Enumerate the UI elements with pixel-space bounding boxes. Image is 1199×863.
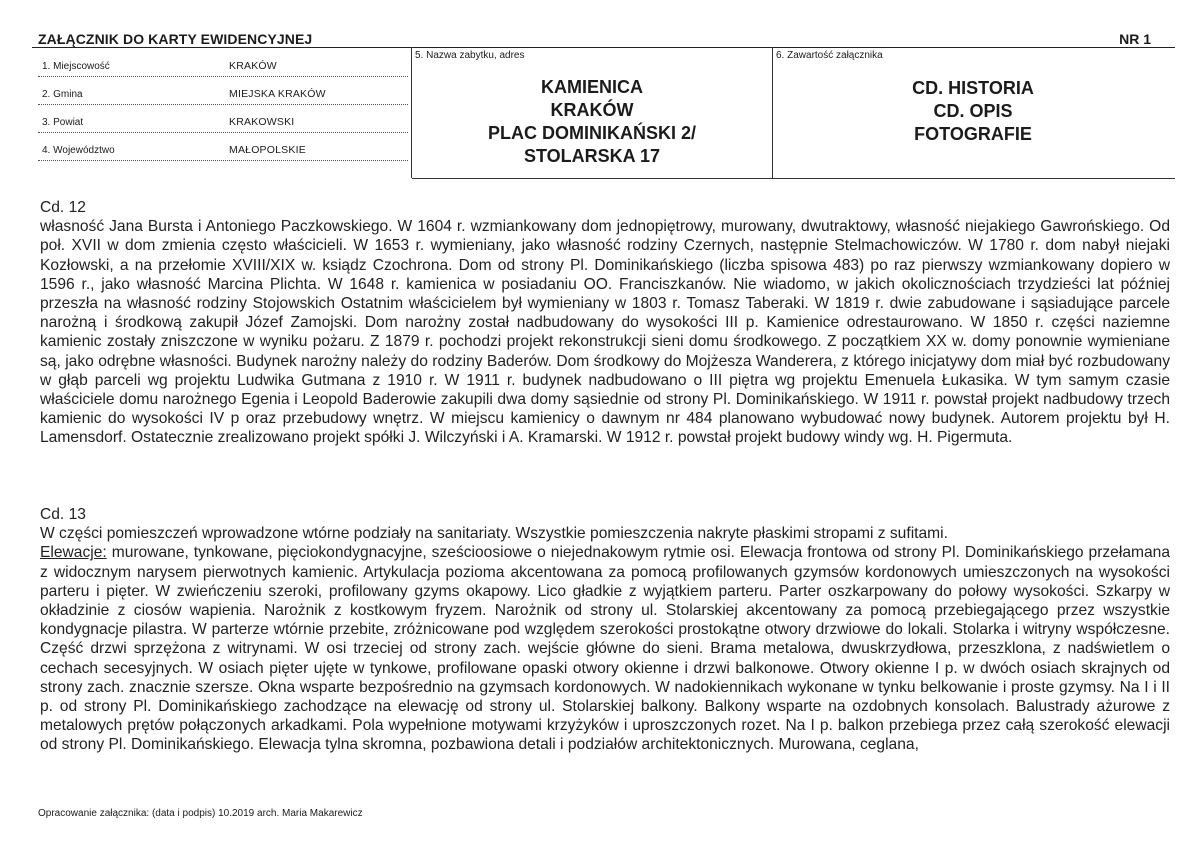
field-value: KRAKÓW xyxy=(229,60,277,72)
monument-line: KAMIENICA xyxy=(541,77,643,97)
field-value: MAŁOPOLSKIE xyxy=(229,144,306,156)
monument-line: KRAKÓW xyxy=(550,100,634,120)
field-label: 4. Województwo xyxy=(42,145,115,156)
elevation-text: murowane, tynkowane, pięciokondygnacyjne, sześcioosiowe o niejednakowym rytmie osi. Elewacja frontowa od strony Pl. Dominikańskiego przełamana z widocznym narysem pierwotnych kamienic. Artykulacja pozioma akcentowana za pomocą profilowanych gzymsów kordonowych umieszczonych na wysokości parteru i pięter. W zwieńczeniu szeroki, profilowany gzyms okapowy. Lico gładkie z wyjątkiem parteru. Parter oszkarpowany do połowy wysokości. Szkarpy w okładzinie z ciosów wapienia. Narożnik z kostkowym fryzem. Narożnik od strony ul. Stolarskiej akcentowany za pomocą przebiegającego przez wszystkie kondygnacje pilastra. W parterze wtórnie przebite, zróżnicowane pod względem szerokości prostokątne otwory drzwiowe do lokali. Stolarka i witryny współczesne. Część drzwi sprzężona z witrynami. W osi trzeciej od strony zach. wejście główne do sieni. Brama metalowa, dwuskrzydłowa, przeszklona, z nadświetlem o cechach secesyjnych. W osiach pięter ujęte w tynkowe, profilowane opaski otwory okienne i drzwi balkonowe. Otwory okienne I p. w dwóch osiach skrajnych od strony zach. znacznie szersze. Okna wsparte bezpośrednio na gzymsach kordonowych. W nadokiennikach wykonane w tynku belkowanie i proste gzymsy. Na I i II p. od strony Pl. Dominikańskiego zachodzące na elewację od strony ul. Stolarskiej balkony. Balkony wsparte na ozdobnych konsolach. Balustrady ażurowe z metalowych prętów połączonych arkadkami. Pola wypełnione motywami krzyżyków i uproszczonych rozet. Na I p. balkon przebiega przez całą szerokość elewacji od strony Pl. Dominikańskiego. Elewacja tylna skromna, pozbawiona detali i podziałów architektonicznych. Murowana, ceglana, xyxy=(40,544,1170,754)
field-wojewodztwo xyxy=(38,138,408,161)
contents-label: 6. Zawartość załącznika xyxy=(776,50,883,61)
monument-line: PLAC DOMINIKAŃSKI 2/ xyxy=(487,123,696,143)
elevation-label: Elewacje: xyxy=(40,544,107,562)
contents-list xyxy=(773,77,1173,146)
section-12 xyxy=(40,198,1170,448)
field-gmina xyxy=(38,82,408,105)
field-label: 1. Miejscowość xyxy=(42,61,110,72)
footer-note: Opracowanie załącznika: (data i podpis) 10.2019 arch. Maria Makarewicz xyxy=(38,808,363,819)
section-paragraph: własność Jana Bursta i Antoniego Paczkowskiego. W 1604 r. wzmiankowany dom jednopiętrowy, murowany, dwutraktowy, własność niejakiego Gawrońskiego. Od poł. XVII w dom zmienia często właścicieli. W 1653 r. wymieniany, jako własność rodziny Czernych, następnie Stelmachowiczów. W 1780 r. dom nabył niejaki Kozłowski, a na przełomie XVIII/XIX w. ksiądz Czochrona. Dom od strony Pl. Dominikańskiego (liczba spisowa 483) po raz pierwszy wzmiankowany dopiero w 1596 r., jako własność Marcina Plichta. W 1648 r. kamienica w posiadaniu OO. Franciszkanów. Nie wiadomo, w jakich okolicznościach trzydzieści lat później przeszła na własność rodziny Stojowskich Ostatnim właścicielem był wymieniany w 1803 r. Tomasz Taberaki. W 1819 r. dwie zabudowane i sąsiadujące parcele narożną i środkową zakupił Józef Zamojski. Dom narożny został nadbudowany do wysokości III p. Kamienice odrestaurowano. W 1850 r. części naziemne kamienic zostały zniszczone w wyniku pożaru. Z 1879 r. pochodzi projekt rekonstrukcji sieni domu środkowego. Z początkiem XX w. domy ponownie wymieniane są, jako odrębne własności. Budynek narożny należy do rodziny Baderów. Dom środkowy do Mojżesza Wanderera, z którego inicjatywy dom miał być rozbudowany w głąb parceli wg projektu Ludwika Gutmana z 1910 r. W 1911 r. budynek nadbudowano o III piętra wg projektu Emenuela Łukasika. W tym samym czasie właściciele domu narożnego Egenia i Leopold Baderowie zakupili dwa domy sąsiednie od strony Pl. Dominikańskiego. W 1911 r. powstał projekt nadbudowy trzech kamienic do wysokości IV p oraz przebudowy wnętrz. W miejscu kamienicy o dawnym nr 484 planowano wybudować nowy budynek. Autorem projektu był H. Lamensdorf. Ostatecznie zrealizowano projekt spółki J. Wilczyński i A. Kramarski. W 1912 r. powstał projekt budowy windy wg. H. Pigermuta. xyxy=(40,218,1170,447)
section-paragraph: W części pomieszczeń wprowadzone wtórne podziały na sanitariaty. Wszystkie pomieszczenia nakryte płaskimi stropami z sufitami. xyxy=(40,525,948,543)
field-label: 3. Powiat xyxy=(42,117,84,128)
field-powiat xyxy=(38,110,408,133)
monument-line: STOLARSKA 17 xyxy=(523,146,661,166)
field-value: MIEJSKA KRAKÓW xyxy=(229,88,326,100)
contents-line: CD. OPIS xyxy=(933,101,1013,121)
field-label: 2. Gmina xyxy=(42,89,83,100)
section-heading: Cd. 12 xyxy=(40,199,86,216)
contents-line: FOTOGRAFIE xyxy=(914,124,1032,144)
field-miejscowosc xyxy=(38,54,408,77)
monument-label: 5. Nazwa zabytku, adres xyxy=(415,50,525,61)
document-title: ZAŁĄCZNIK DO KARTY EWIDENCYJNEJ xyxy=(38,31,313,47)
header-box-bottom xyxy=(412,178,1175,179)
header-divider xyxy=(32,47,1175,48)
section-13 xyxy=(40,505,1170,755)
elevation-paragraph xyxy=(40,543,1170,754)
document-number: NR 1 xyxy=(1119,31,1151,47)
monument-name xyxy=(412,76,772,168)
section-heading: Cd. 13 xyxy=(40,506,86,523)
contents-line: CD. HISTORIA xyxy=(912,78,1034,98)
field-value: KRAKOWSKI xyxy=(229,116,295,128)
